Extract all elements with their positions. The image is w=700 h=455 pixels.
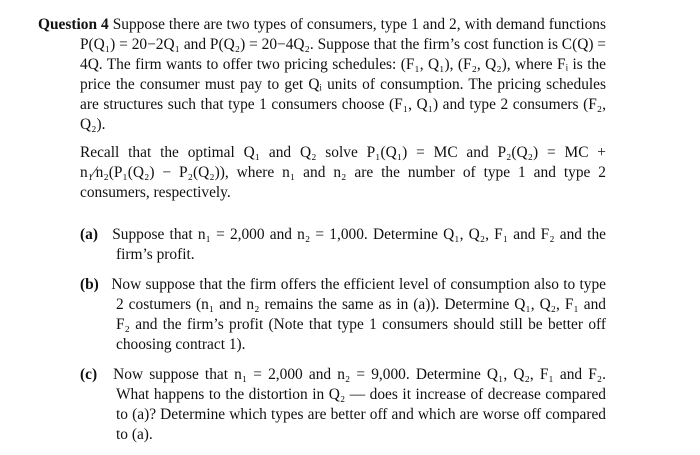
part-b-label: (b) <box>80 276 99 293</box>
part-a <box>80 225 606 265</box>
part-b-text: Now suppose that the firm offers the efficient level of consumption also to type 2 costumers (n₁ and n₂ remains the same as in (a)). Determine Q₁, Q₂, F₁ and F₂ and the firm’s profit (Note that type 1 consumers should still be better off choosing contract 1). <box>111 276 606 353</box>
question-label: Question 4 <box>38 16 109 33</box>
part-c-text: Now suppose that n₁ = 2,000 and n₂ = 9,000. Determine Q₁, Q₂, F₁ and F₂. What happens to the distortion in Q₂ — does it increase of decrease compared to (a)? Determine which types are better off and which are worse off compared to (a). <box>113 366 606 443</box>
question-document <box>38 15 606 455</box>
part-c-label: (c) <box>80 366 98 383</box>
part-a-text: Suppose that n₁ = 2,000 and n₂ = 1,000. Determine Q₁, Q₂, F₁ and F₂ and the firm’s profit. <box>112 226 606 263</box>
question-intro-paragraph <box>38 15 606 135</box>
part-a-label: (a) <box>80 226 98 243</box>
part-b <box>80 275 606 355</box>
question-intro-text: Suppose there are two types of consumers, type 1 and 2, with demand functions P(Q₁) = 20−2Q₁ and P(Q₂) = 20−4Q₂. Suppose that the firm’s cost function is C(Q) = 4Q. The firm wants to offer two pricing schedules: (F₁, Q₁), (F₂, Q₂), where Fᵢ is the price the consumer must pay to get Qᵢ units of consumption. The pricing schedules are structures such that type 1 consumers choose (F₁, Q₁) and type 2 consumers (F₂, Q₂). <box>80 16 606 133</box>
part-c <box>80 365 606 445</box>
recall-paragraph: Recall that the optimal Q₁ and Q₂ solve P₁(Q₁) = MC and P₂(Q₂) = MC + n₁⁄n₂(P₁(Q₂) − P₂(Q₂)), where n₁ and n₂ are the number of type 1 and type 2 consumers, respectively. <box>80 144 606 201</box>
